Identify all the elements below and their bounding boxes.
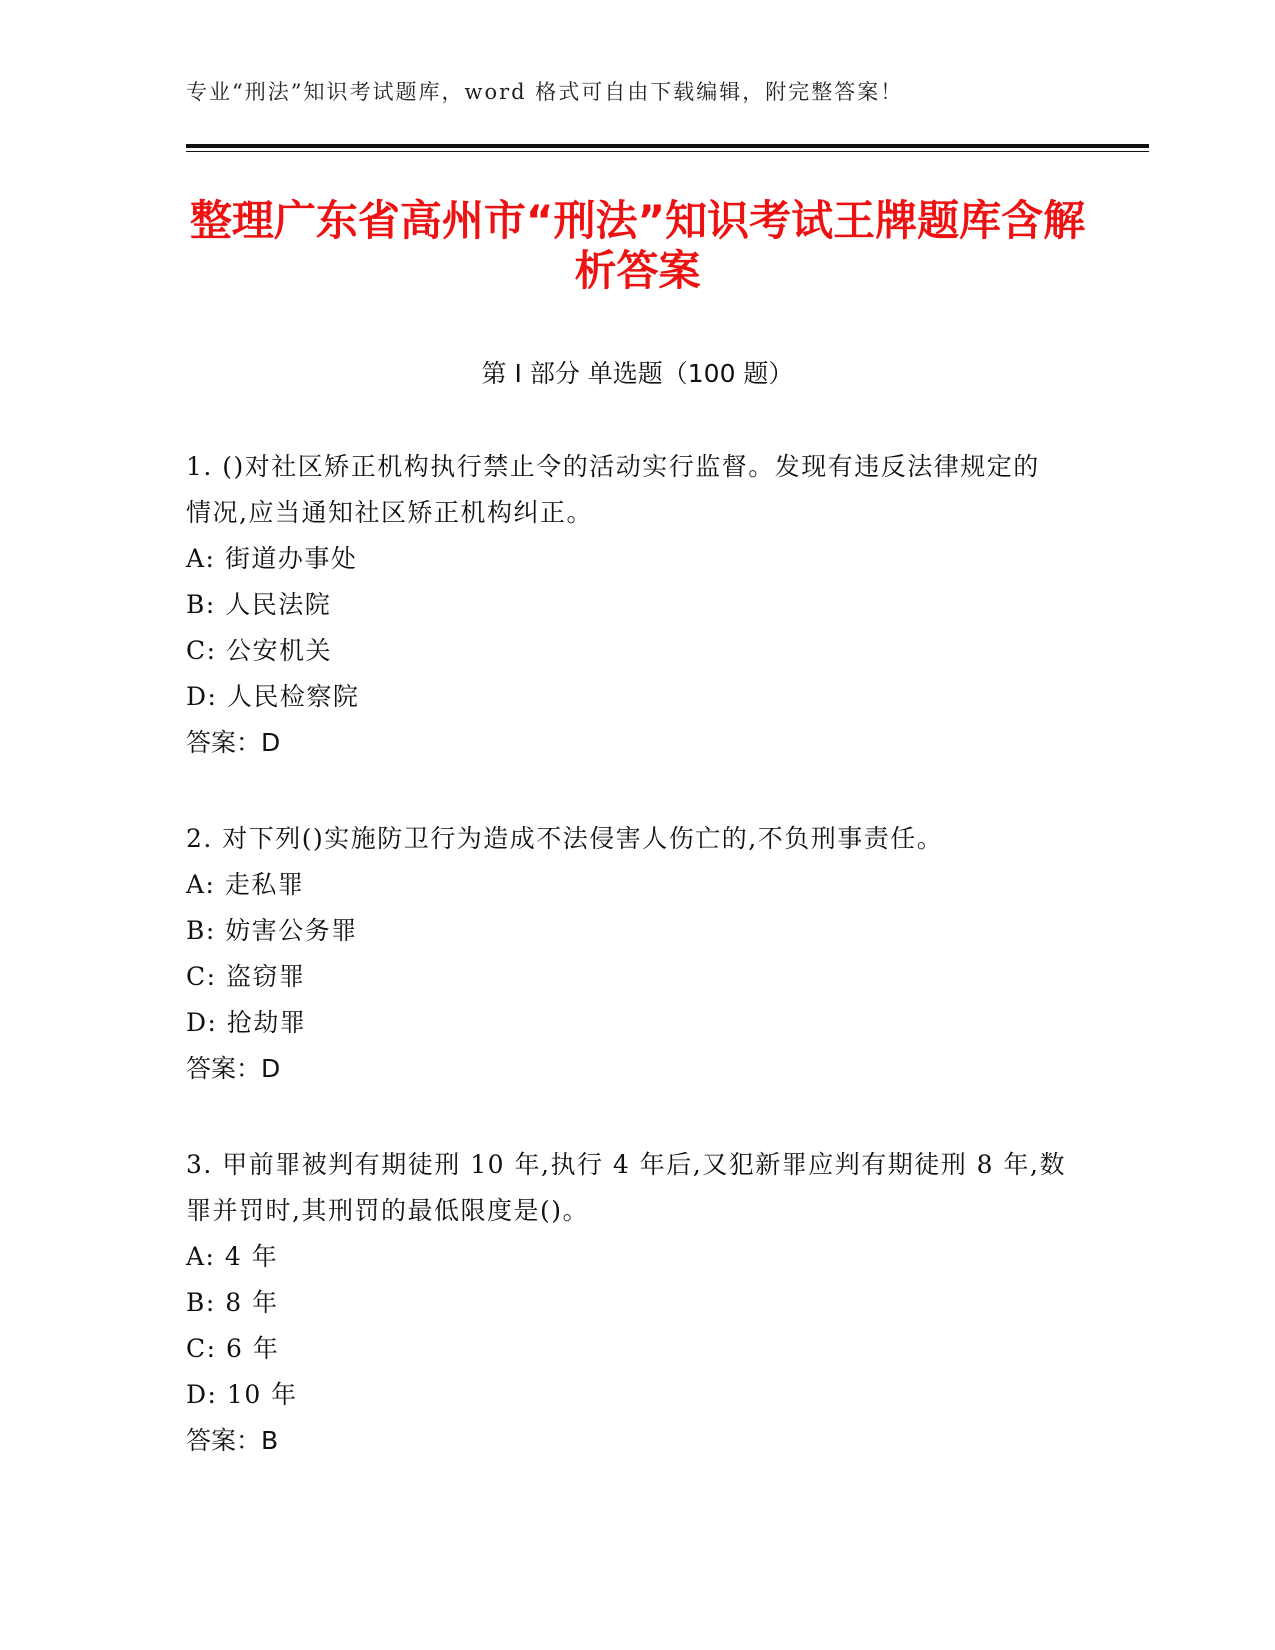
option-d: D: 10 年 [186, 1380, 298, 1409]
option-a: A: 街道办事处 [186, 544, 358, 573]
question-stem: 1. ()对社区矫正机构执行禁止令的活动实行监督。发现有违反法律规定的情况,应当通知社区矫正机构纠正。 [186, 452, 1040, 527]
option-c: C: 盗窃罪 [186, 962, 306, 991]
question-3 [186, 1142, 1066, 1464]
question-stem: 2. 对下列()实施防卫行为造成不法侵害人伤亡的,不负刑事责任。 [186, 824, 944, 853]
answer-line: 答案：D [186, 1054, 281, 1083]
option-a: A: 4 年 [186, 1242, 279, 1271]
section-title: 第 I 部分 单选题（100 题） [481, 359, 794, 388]
question-1 [186, 444, 1066, 766]
header-divider-thin [186, 151, 1149, 152]
option-b: B: 8 年 [186, 1288, 279, 1317]
option-a: A: 走私罪 [186, 870, 305, 899]
header-note: 专业“刑法”知识考试题库，word 格式可自由下载编辑，附完整答案！ [186, 80, 904, 104]
question-stem: 3. 甲前罪被判有期徒刑 10 年,执行 4 年后,又犯新罪应判有期徒刑 8 年,数罪并罚时,其刑罚的最低限度是()。 [186, 1150, 1066, 1225]
option-d: D: 人民检察院 [186, 682, 360, 711]
answer-line: 答案：D [186, 728, 281, 757]
option-c: C: 6 年 [186, 1334, 280, 1363]
question-list [186, 444, 1066, 1514]
question-2 [186, 816, 1066, 1092]
answer-line: 答案：B [186, 1426, 279, 1455]
option-b: B: 妨害公务罪 [186, 916, 358, 945]
header-divider [186, 144, 1149, 148]
option-d: D: 抢劫罪 [186, 1008, 307, 1037]
document-title: 整理广东省高州市“刑法”知识考试王牌题库含解析答案 [189, 196, 1086, 295]
option-c: C: 公安机关 [186, 636, 332, 665]
option-b: B: 人民法院 [186, 590, 332, 619]
